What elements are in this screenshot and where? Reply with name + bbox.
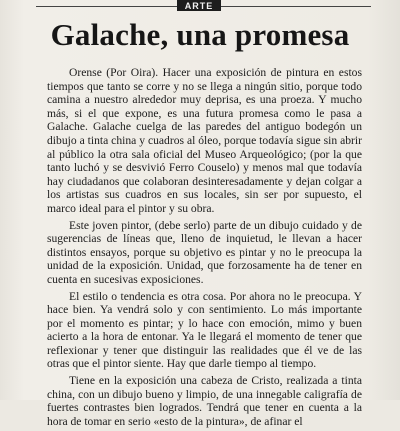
article-paragraph-4: Tiene en la exposición una cabeza de Cristo, realizada a tinta china, con un dibujo bueno y limpio, de una innegable caligrafía de fuertes contrastes bien logrados. Tendrá que tener en cuenta a la hora de tomar en serio «esto de la pintura», de afinar el: [47, 374, 362, 428]
headline: Galache, una promesa: [50, 17, 350, 52]
article-body: [47, 66, 362, 431]
article-paragraph-3: El estilo o tendencia es otra cosa. Por ahora no le preocupa. Y hace bien. Ya vendrá solo y con sentimiento. Lo más importante por el momento es pintar; y lo hace con emoción, mimo y buen acierto a la hora de entonar. Ya le llegará el momento de tener que reflexionar y tener que distinguir las realidades que él ve de las otras que el pintor siente. Hay que darle tiempo al tiempo.: [47, 289, 362, 371]
article-paragraph-1: Orense (Por Oira). Hacer una exposición de pintura en estos tiempos que tanto se corre y no se llega a ningún sitio, porque todo camina a nuestro alrededor muy deprisa, es una proeza. Y mucho más, si el que expone, es una futura promesa como le pasa a Galache. Galache cuelga de las paredes del antiguo bodegón un dibujo a tinta china y cuadros al óleo, porque todavía sigue sin abrir al público la otra sala oficial del Museo Arqueológico; (por la que tanto luchó y se desvivió Ferro Couselo) y menos mal que todavía hay ciudadanos que colaboran desinteresadamente y dejan colgar a los artistas sus cuadros en sus locales, sin ser por supuesto, el marco ideal para el pintor y su obra.: [47, 66, 362, 215]
section-label: ARTE: [177, 0, 221, 11]
article-paragraph-2: Este joven pintor, (debe serlo) parte de un dibujo cuidado y de sugerencias de líneas que, lleno de inquietud, le llevan a hacer distintos ensayos, porque su objetivo es pintar y no le preocupa la unidad de la exposición. Unidad, que forzosamente ha de tener en cuenta en sucesivas exposiciones.: [47, 218, 362, 286]
